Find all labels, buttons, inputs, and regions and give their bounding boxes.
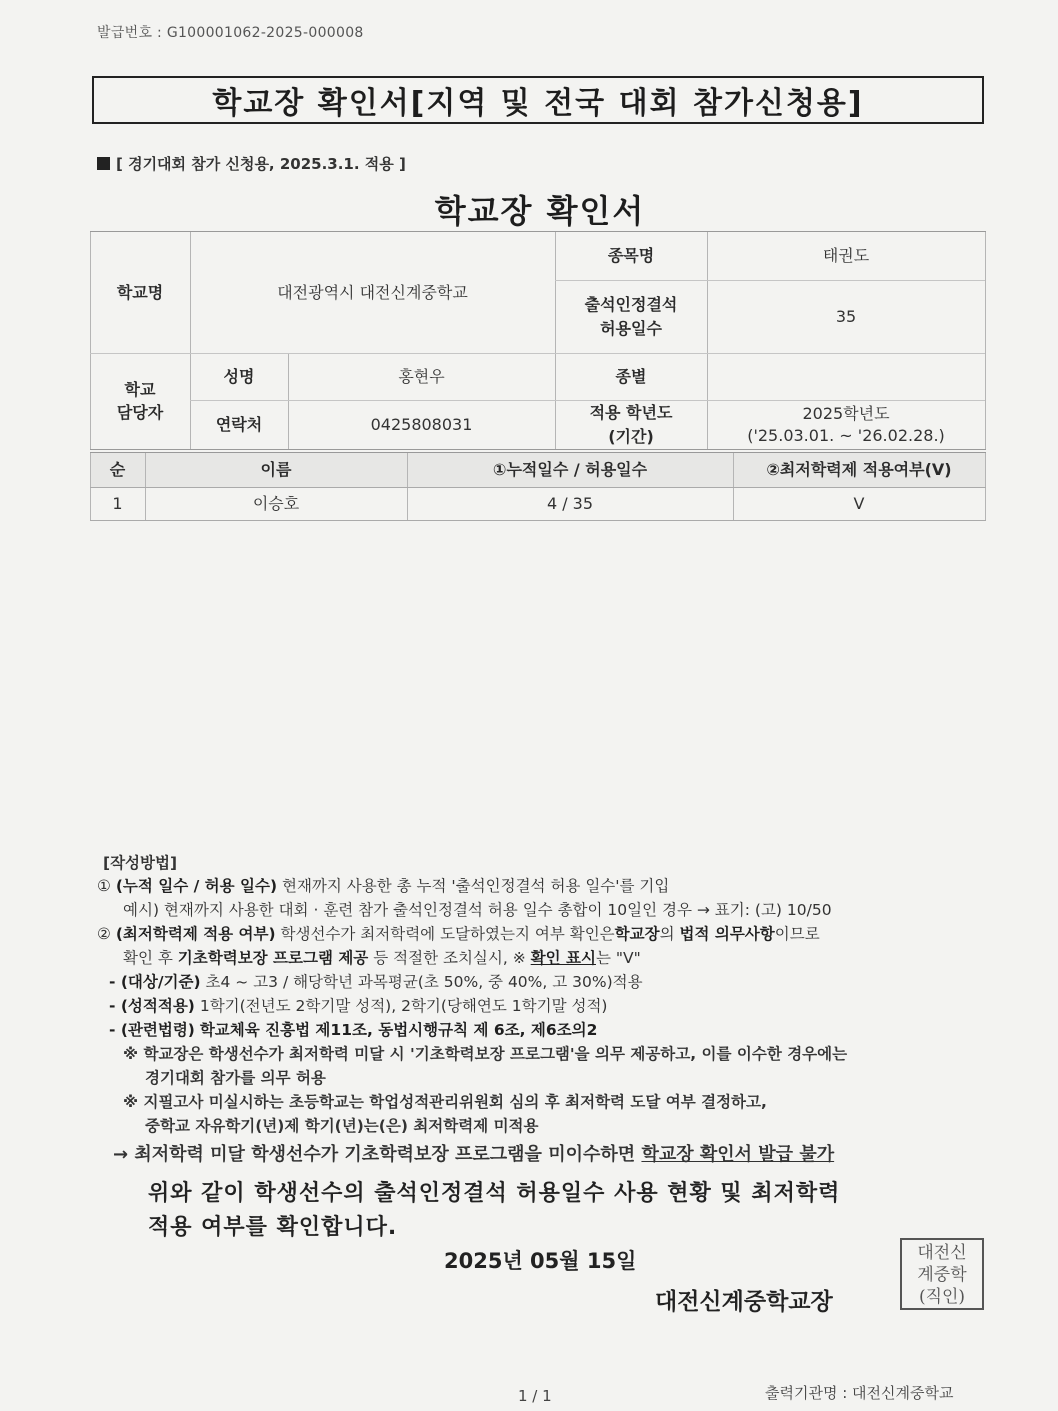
school-label: 학교명: [116, 282, 164, 302]
remark-1-c: 한 경우에는: [766, 1045, 848, 1063]
category-label: 종별: [615, 366, 647, 386]
contact-label: 연락처: [215, 414, 263, 434]
remark-2: ※ 지필고사 미실시하는 초등학교는 학업성적관리위원회 심의 후 최저학력 도달 여부 결정하고,: [123, 1093, 767, 1111]
note-2-title: (최저학력제 적용 여부): [115, 925, 276, 943]
confirm-line-2: 적용 여부를 확인합니다.: [148, 1215, 398, 1240]
header-name: 이름: [260, 460, 292, 480]
note-2-line2-a: 확인 후: [123, 949, 173, 967]
remark-1-line2: 경기대회 참가를 의무 허용: [145, 1069, 326, 1087]
year-label-line2: (기간): [608, 426, 654, 446]
note-2-line2-b: 등 적절한 조치실시,: [373, 949, 508, 967]
note-2: [97, 922, 820, 944]
school-value: 대전광역시 대전신계중학교: [277, 282, 468, 302]
square-bullet-icon: [97, 157, 110, 170]
remark-1-a: ※ 학교장은 학생선수가 최저학력 미달 시 '기초학력보장 프로그램'을 의무 제공하고, 이를: [123, 1045, 732, 1063]
bullet-law-label: - (관련법령): [109, 1021, 195, 1039]
form-title: 학교장 확인서[지역 및 전국 대회 참가신청용]: [92, 76, 984, 124]
header-no: 순: [109, 460, 126, 480]
note-2-text-a: 학생선수가 최저학력에 도달하였는지 여부 확인은: [280, 925, 615, 943]
athlete-table: [90, 452, 986, 521]
arrow-note: [113, 1140, 834, 1166]
manager-label: [90, 353, 190, 449]
note-2-text-b: 의: [659, 925, 675, 943]
name-label: 성명: [223, 366, 255, 386]
remark-1: [123, 1042, 847, 1064]
allowed-days-label-line1: 출석인정결석: [584, 295, 678, 315]
year-value-line1: 2025학년도: [802, 403, 890, 423]
contact-value: 0425808031: [370, 414, 473, 434]
row-name: 이승호: [252, 493, 300, 513]
category-value: [707, 353, 985, 400]
info-table: [90, 231, 986, 450]
bullet-grades-label: - (성적적용): [109, 997, 195, 1015]
header-applied: ②최저학력제 적용여부(V): [766, 460, 952, 480]
subheading: [97, 153, 406, 174]
remark-2-line2: 중학교 자유학기(년)제 학기(년)는(은) 최저학력제 미적용: [145, 1117, 539, 1135]
header-days: ①누적일수 / 허용일수: [492, 460, 648, 480]
sport-value: 태권도: [822, 246, 870, 266]
page-number: 1 / 1: [518, 1387, 552, 1405]
note-2-duty: 법적 의무사항: [679, 925, 775, 943]
document-title: 학교장 확인서: [434, 192, 646, 230]
instructions-heading: [작성방법]: [103, 854, 178, 872]
issue-date: 2025년 05월 15일: [444, 1249, 637, 1273]
bullet-target: [109, 970, 643, 992]
note-2-num: ②: [97, 925, 111, 943]
year-label-line1: 적용 학년도: [589, 403, 673, 423]
year-value-line2: ('25.03.01. ~ '26.02.28.): [747, 425, 945, 445]
principal-title: 대전신계중학교장: [655, 1289, 833, 1315]
manager-label-line1: 학교: [124, 379, 156, 399]
bullet-law-text: 학교체육 진흥법 제11조, 동법시행규칙 제 6조, 제6조의2: [199, 1021, 598, 1039]
bullet-target-text: 초4 ~ 고3 / 해당학년 과목평균(초 50%, 중 40%, 고 30%)적용: [205, 973, 643, 991]
note-2-line2: [123, 946, 641, 968]
note-1-num: ①: [97, 877, 111, 895]
allowed-days-label-line2: 허용일수: [600, 318, 662, 338]
remark-1-b: 이수: [736, 1045, 767, 1063]
note-2-line2-c: ※: [512, 949, 526, 967]
note-2-line2-d: 는 "V": [595, 949, 641, 967]
issue-number: 발급번호 : G100001062-2025-000008: [97, 25, 364, 41]
sport-label: 종목명: [607, 246, 655, 266]
year-value: [707, 400, 985, 449]
bullet-grades-text: 1학기(전년도 2학기말 성적), 2학기(당해연도 1학기말 성적): [199, 997, 608, 1015]
allowed-days-value: 35: [835, 306, 857, 326]
subheading-text: [ 경기대회 참가 신청용, 2025.3.1. 적용 ]: [116, 155, 406, 173]
manager-label-line2: 담당자: [116, 403, 164, 422]
note-2-text-c: 이므로: [774, 925, 820, 943]
arrow-note-b: 학교장 확인서 발급 불가: [641, 1144, 835, 1165]
note-2-principal: 학교장: [614, 925, 660, 943]
arrow-note-a: → 최저학력 미달 학생선수가 기초학력보장 프로그램을 미이수하면: [113, 1144, 636, 1165]
output-organization: 출력기관명 : 대전신계중학교: [765, 1384, 954, 1402]
note-1-example: 예시) 현재까지 사용한 대회 · 훈련 참가 출석인정결석 허용 일수 총합이 10일인 경우 → 표기: (고) 10/50: [123, 901, 832, 919]
note-1-text: 현재까지 사용한 총 누적 '출석인정결석 허용 일수'를 기입: [281, 877, 670, 895]
note-1-title: (누적 일수 / 허용 일수): [115, 877, 278, 895]
row-applied: V: [853, 493, 865, 513]
note-1: [97, 874, 669, 896]
bullet-target-label: - (대상/기준): [109, 973, 201, 991]
year-label: [555, 400, 707, 449]
confirm-line-1: 위와 같이 학생선수의 출석인정결석 허용일수 사용 현황 및 최저학력: [148, 1181, 841, 1206]
name-value: 홍현우: [398, 366, 445, 386]
bullet-law: [109, 1018, 597, 1040]
row-no: 1: [112, 493, 123, 513]
row-days: 4 / 35: [546, 493, 594, 513]
allowed-days-label: [555, 280, 707, 353]
bullet-grades: [109, 994, 607, 1016]
note-2-mark: 확인 표시: [530, 949, 596, 967]
official-seal: 대전신 계중학 (직인): [900, 1238, 984, 1310]
note-2-program: 기초학력보장 프로그램 제공: [177, 949, 369, 967]
